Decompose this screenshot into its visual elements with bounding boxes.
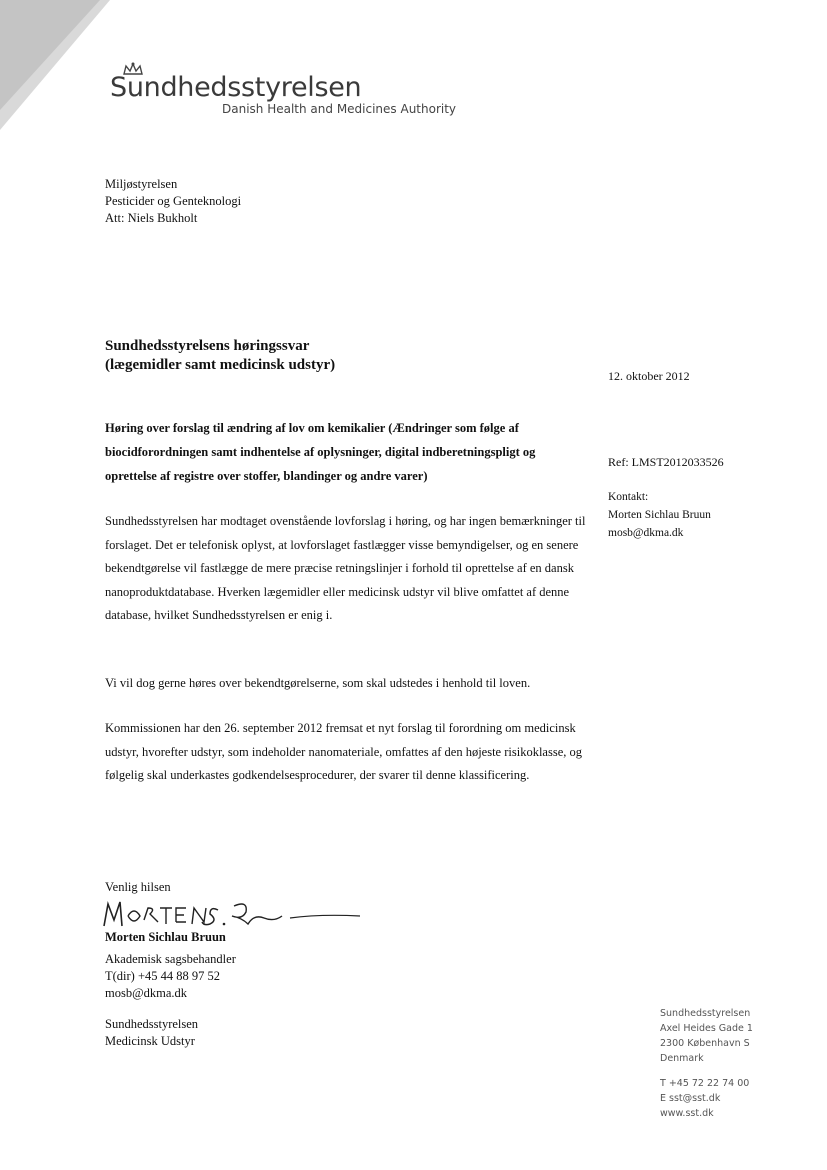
body-paragraph: Sundhedsstyrelsen har modtaget ovenstående lovforslag i høring, og har ingen bemærkninger til forslaget. Det er telefonisk oplyst, at lovforslaget fastlægger visse bemyndigelser, og en senere bekendtgørelse vil fastlægge de mere præcise retningslinjer i forhold til oprettelse af en dansk nanoproduktdatabase. Hverken lægemidler eller medicinsk udstyr vil blive omfattet af denne database, hvilket Sundhedsstyrelsen er enig i. (105, 514, 586, 622)
org-line: Sundhedsstyrelsen (105, 1017, 199, 1031)
footer-address (660, 1006, 753, 1121)
title-line: Sundhedsstyrelsens høringssvar (105, 338, 310, 354)
org-subtitle: Danish Health and Medicines Authority (222, 102, 457, 116)
signer-organization (105, 1016, 198, 1050)
org-line: Medicinsk Udstyr (105, 1034, 195, 1048)
org-name: Sundhedsstyrelsen (110, 72, 362, 103)
footer-line: Axel Heides Gade 1 (660, 1023, 753, 1034)
page-corner-shadow (0, 0, 120, 180)
signer-title: Akademisk sagsbehandler (105, 952, 236, 966)
footer-line: Sundhedsstyrelsen (660, 1008, 751, 1019)
recipient-line: Miljøstyrelsen (105, 177, 178, 191)
signer-details (105, 951, 236, 1002)
signer-name: Morten Sichlau Bruun (105, 930, 226, 944)
title-line: (lægemidler samt medicinsk udstyr) (105, 357, 336, 373)
contact-email: mosb@dkma.dk (608, 527, 684, 539)
reference-number: Ref: LMST2012033526 (608, 455, 724, 469)
footer-line: Denmark (660, 1053, 704, 1064)
signer-email: mosb@dkma.dk (105, 986, 187, 1000)
footer-line: 2300 København S (660, 1038, 750, 1049)
contact-name: Morten Sichlau Bruun (608, 509, 711, 521)
body-paragraph: Vi vil dog gerne høres over bekendtgørelserne, som skal udstedes i henhold til loven. (105, 676, 531, 690)
recipient-address (105, 176, 241, 227)
footer-email: E sst@sst.dk (660, 1093, 721, 1104)
subject-heading: Høring over forslag til ændring af lov om kemikalier (Ændringer som følge af biocidforordningen samt indhentelse af oplysninger, digital indberetningspligt og oprettelse af registre over stoffer, blandinger og andre varer) (105, 421, 536, 483)
recipient-line: Pesticider og Genteknologi (105, 194, 242, 208)
letter-title (105, 337, 335, 375)
closing-greeting: Venlig hilsen (105, 880, 171, 894)
body-paragraph: Kommissionen har den 26. september 2012 fremsat et nyt forslag til forordning om medicinsk udstyr, hvorefter udstyr, som indeholder nanomateriale, omfattes af den højeste risikoklasse, og følgelig skal underkastes godkendelsesprocedurer, der svarer til denne klassificering. (105, 721, 582, 782)
footer-phone: T +45 72 22 74 00 (660, 1078, 750, 1089)
signer-phone: T(dir) +45 44 88 97 52 (105, 969, 221, 983)
letter-date: 12. oktober 2012 (608, 369, 690, 383)
contact-block (608, 488, 711, 542)
recipient-line: Att: Niels Bukholt (105, 211, 198, 225)
contact-label: Kontakt: (608, 491, 649, 503)
footer-website: www.sst.dk (660, 1108, 714, 1119)
